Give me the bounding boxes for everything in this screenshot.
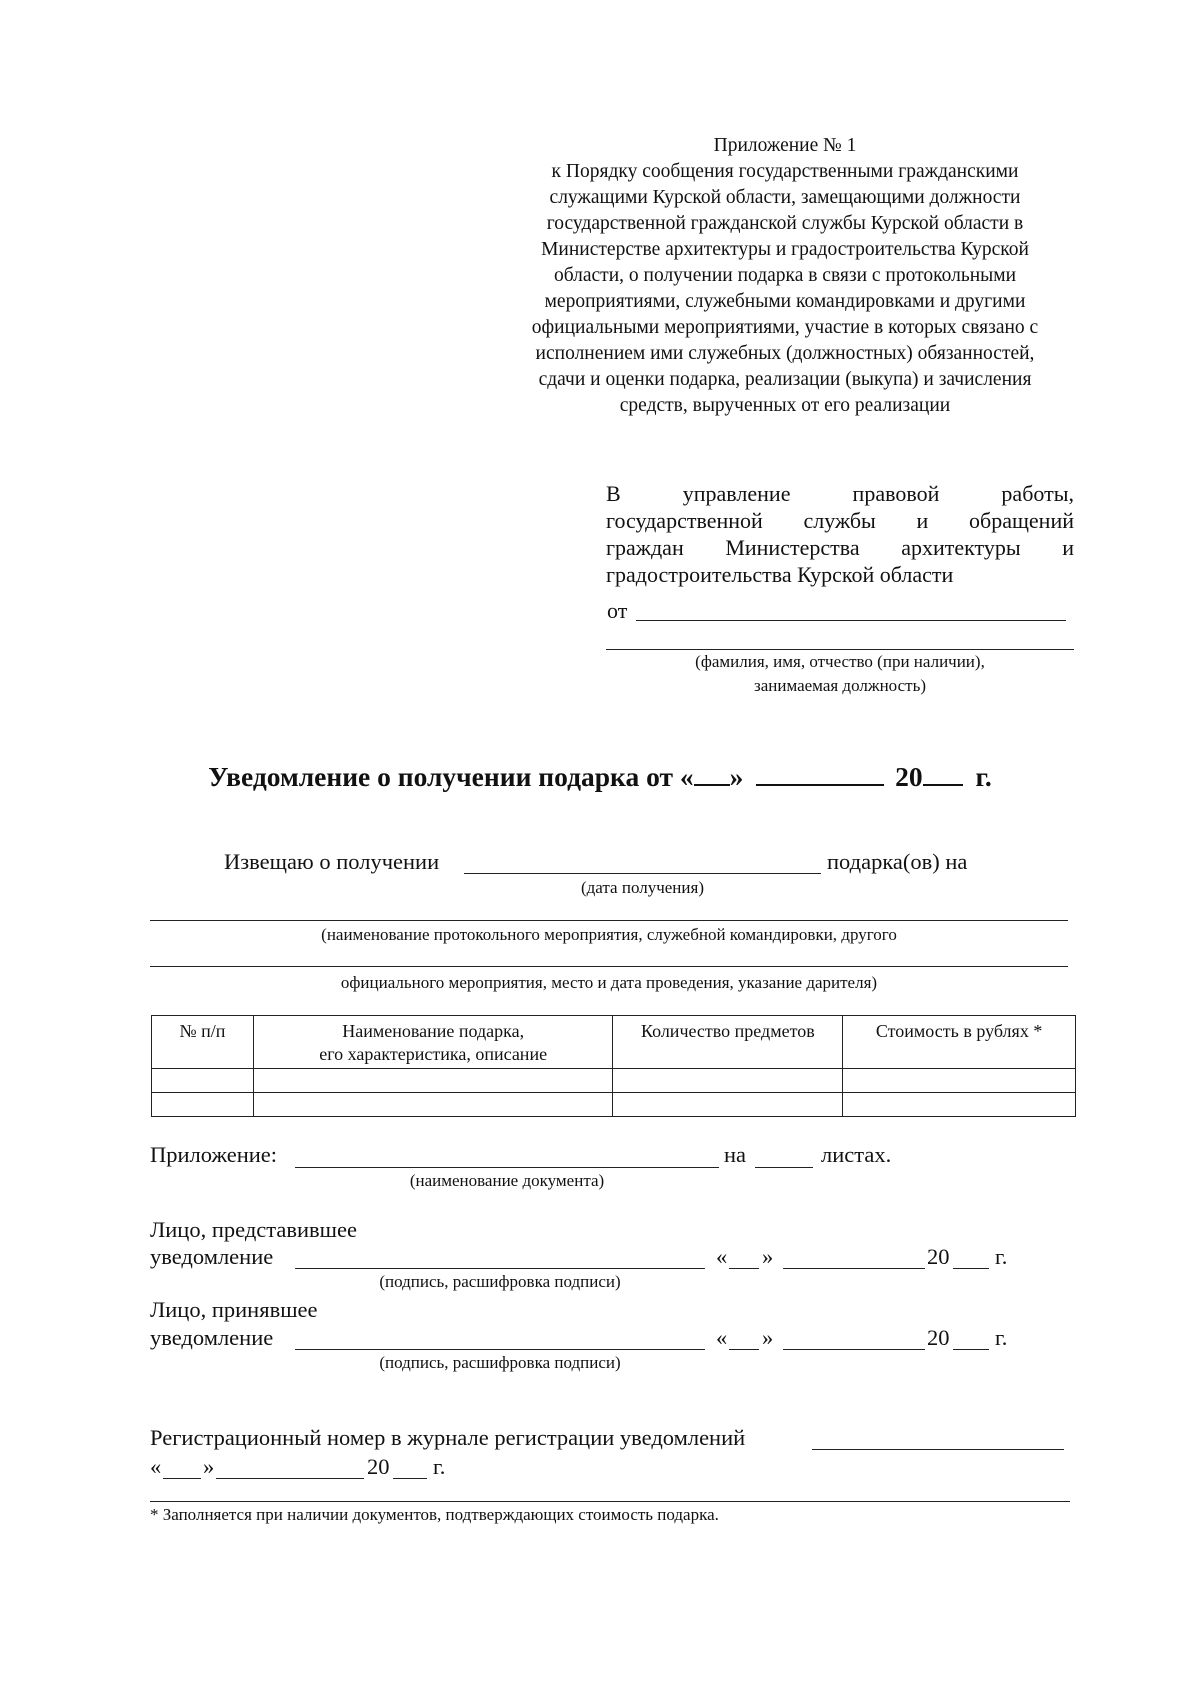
table-row [152, 1069, 1076, 1093]
registration-quote-close: » [203, 1454, 215, 1479]
header-quantity: Количество предметов [613, 1016, 843, 1069]
appendix-line: средств, вырученных от его реализации [619, 395, 951, 416]
registration-day-field[interactable] [163, 1478, 201, 1479]
appendix-header [480, 133, 1090, 419]
attachment-sheets: листах. [821, 1142, 892, 1167]
receiver-quote-open: « [716, 1325, 728, 1350]
appendix-line: сдачи и оценки подарка, реализации (выкупа) и зачисления [538, 369, 1032, 390]
registration-month-field[interactable] [216, 1478, 364, 1479]
attachment-label: Приложение: [150, 1142, 278, 1167]
header-gift-name [253, 1016, 613, 1069]
addressee-line: В управление правовой работы, [606, 481, 1074, 506]
gifts-table [151, 1015, 1076, 1117]
event-caption-2: официального мероприятия, место и дата проведения, указание дарителя) [340, 973, 878, 992]
notice-prefix: Извещаю о получении [224, 849, 440, 874]
presenter-caption: (подпись, расшифровка подписи) [379, 1272, 621, 1291]
appendix-line: Министерстве архитектуры и градостроительства Курской [541, 239, 1029, 260]
addressee-block [606, 480, 1074, 588]
presenter-year-prefix: 20 [927, 1244, 950, 1269]
addressee-line: градостроительства Курской области [606, 562, 954, 587]
header-cost: Стоимость в рублях * [843, 1016, 1076, 1069]
attachment-on: на [724, 1142, 747, 1167]
appendix-line: служащими Курской области, замещающими должности [549, 187, 1021, 208]
title-day-blank[interactable] [694, 762, 730, 786]
receiver-label-1: Лицо, принявшее [150, 1297, 318, 1322]
table-cell[interactable] [843, 1093, 1076, 1117]
header-gift-name-2: его характеристика, описание [319, 1044, 548, 1064]
title-text: Уведомление о получении подарка от « [208, 761, 694, 792]
receiver-year-field[interactable] [953, 1349, 989, 1350]
table-row [152, 1093, 1076, 1117]
registration-year-field[interactable] [393, 1478, 427, 1479]
receiver-month-field[interactable] [783, 1349, 925, 1350]
addressee-line: государственной службы и обращений [606, 508, 1074, 533]
title-year-suffix: г. [975, 761, 992, 792]
presenter-label-2: уведомление [150, 1244, 274, 1269]
addressee-caption-1: (фамилия, имя, отчество (при наличии), [695, 652, 985, 671]
registration-year-prefix: 20 [367, 1454, 390, 1479]
title-month-blank[interactable] [756, 762, 884, 786]
table-cell[interactable] [843, 1069, 1076, 1093]
appendix-line: государственной гражданской службы Курской области в [546, 213, 1024, 234]
header-number: № п/п [152, 1016, 254, 1069]
registration-quote-open: « [150, 1454, 162, 1479]
receiver-quote-close: » [762, 1325, 774, 1350]
table-cell[interactable] [253, 1093, 613, 1117]
event-field-2[interactable] [150, 966, 1068, 967]
table-cell[interactable] [253, 1069, 613, 1093]
appendix-line: исполнением ими служебных (должностных) обязанностей, [535, 343, 1035, 364]
from-label: от [607, 598, 628, 623]
receipt-date-field[interactable] [464, 873, 821, 874]
presenter-year-field[interactable] [953, 1268, 989, 1269]
attachment-caption: (наименование документа) [409, 1171, 605, 1190]
appendix-line: области, о получении подарка в связи с протокольными [553, 265, 1017, 286]
presenter-day-field[interactable] [729, 1268, 759, 1269]
presenter-label-1: Лицо, представившее [150, 1217, 357, 1242]
title-year-prefix: 20 [895, 761, 923, 792]
receiver-label-2: уведомление [150, 1325, 274, 1350]
addressee-line: граждан Министерства архитектуры и [606, 535, 1074, 560]
receiver-day-field[interactable] [729, 1349, 759, 1350]
appendix-line: Приложение № 1 [713, 135, 857, 156]
presenter-signature-field[interactable] [295, 1268, 705, 1269]
appendix-line: официальными мероприятиями, участие в которых связано с [531, 317, 1039, 338]
presenter-quote-close: » [762, 1244, 774, 1269]
table-cell[interactable] [613, 1069, 843, 1093]
event-field-1[interactable] [150, 920, 1068, 921]
table-cell[interactable] [152, 1093, 254, 1117]
table-cell[interactable] [152, 1069, 254, 1093]
table-header-row [152, 1016, 1076, 1069]
date-caption: (дата получения) [581, 878, 704, 897]
registration-number-field[interactable] [812, 1449, 1064, 1450]
presenter-quote-open: « [716, 1244, 728, 1269]
addressee-caption-2: занимаемая должность) [753, 676, 926, 695]
from-name-field[interactable] [636, 620, 1066, 621]
presenter-month-field[interactable] [783, 1268, 925, 1269]
title-year-blank[interactable] [923, 762, 963, 786]
receiver-year-suffix: г. [995, 1325, 1008, 1350]
form-title [0, 761, 1200, 793]
notice-suffix: подарка(ов) на [827, 849, 968, 874]
receiver-signature-field[interactable] [295, 1349, 705, 1350]
footnote: * Заполняется при наличии документов, подтверждающих стоимость подарка. [150, 1505, 719, 1524]
registration-year-suffix: г. [433, 1454, 446, 1479]
attachment-sheets-field[interactable] [755, 1167, 813, 1168]
registration-label: Регистрационный номер в журнале регистрации уведомлений [150, 1425, 746, 1450]
footnote-divider [150, 1501, 1070, 1502]
receiver-year-prefix: 20 [927, 1325, 950, 1350]
title-quote-close: » [729, 761, 744, 792]
attachment-document-field[interactable] [295, 1167, 719, 1168]
presenter-year-suffix: г. [995, 1244, 1008, 1269]
table-cell[interactable] [613, 1093, 843, 1117]
appendix-line: к Порядку сообщения государственными гражданскими [551, 161, 1019, 182]
event-caption-1: (наименование протокольного мероприятия, служебной командировки, другого [321, 925, 897, 944]
receiver-caption: (подпись, расшифровка подписи) [379, 1353, 621, 1372]
appendix-line: мероприятиями, служебными командировками и другими [544, 291, 1026, 312]
header-gift-name-1: Наименование подарка, [342, 1021, 525, 1041]
